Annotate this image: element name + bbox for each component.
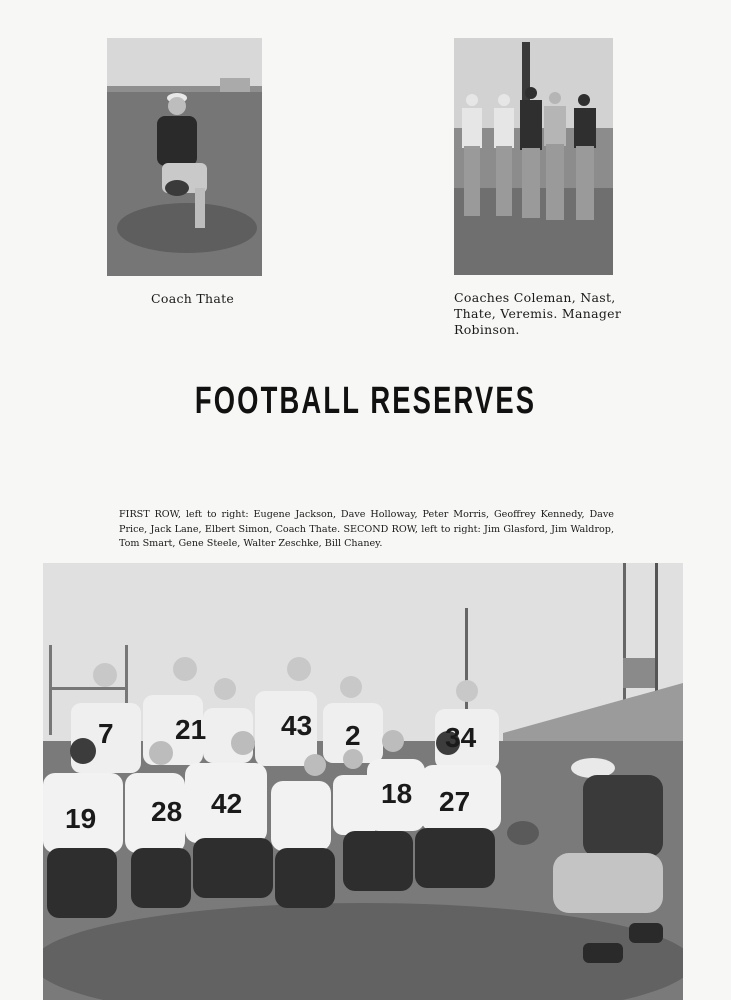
coaches-group-photo [454,38,613,275]
roster-caption: FIRST ROW, left to right: Eugene Jackson, Dave Holloway, Peter Morris, Geoffrey Kennedy, Dave Price, Jack Lane, Elbert Simon, Coach Thate. SECOND ROW, left to right: Jim Glasford, Jim Waldrop, Tom Smart, Gene Steele, Walter Zeschke, Bill Chaney. [119,509,614,549]
jersey-number: 19 [65,803,97,834]
jersey-number: 43 [281,710,313,741]
coach-thate-photo [107,38,262,276]
coach-thate-caption: Coach Thate [151,291,235,306]
jersey-number: 21 [175,714,207,745]
jersey-number: 18 [381,778,413,809]
jersey-number: 34 [445,722,477,753]
jersey-number: 42 [211,788,243,819]
page-title: FOOTBALL RESERVES [194,380,537,422]
jersey-number: 28 [151,796,183,827]
coaches-caption: Coaches Coleman, Nast, Thate, Veremis. Manager Robinson. [454,290,622,337]
jersey-number: 2 [345,720,361,751]
jersey-number: 7 [98,718,114,749]
football-reserves-team-photo [43,563,683,1000]
jersey-number: 27 [439,786,471,817]
